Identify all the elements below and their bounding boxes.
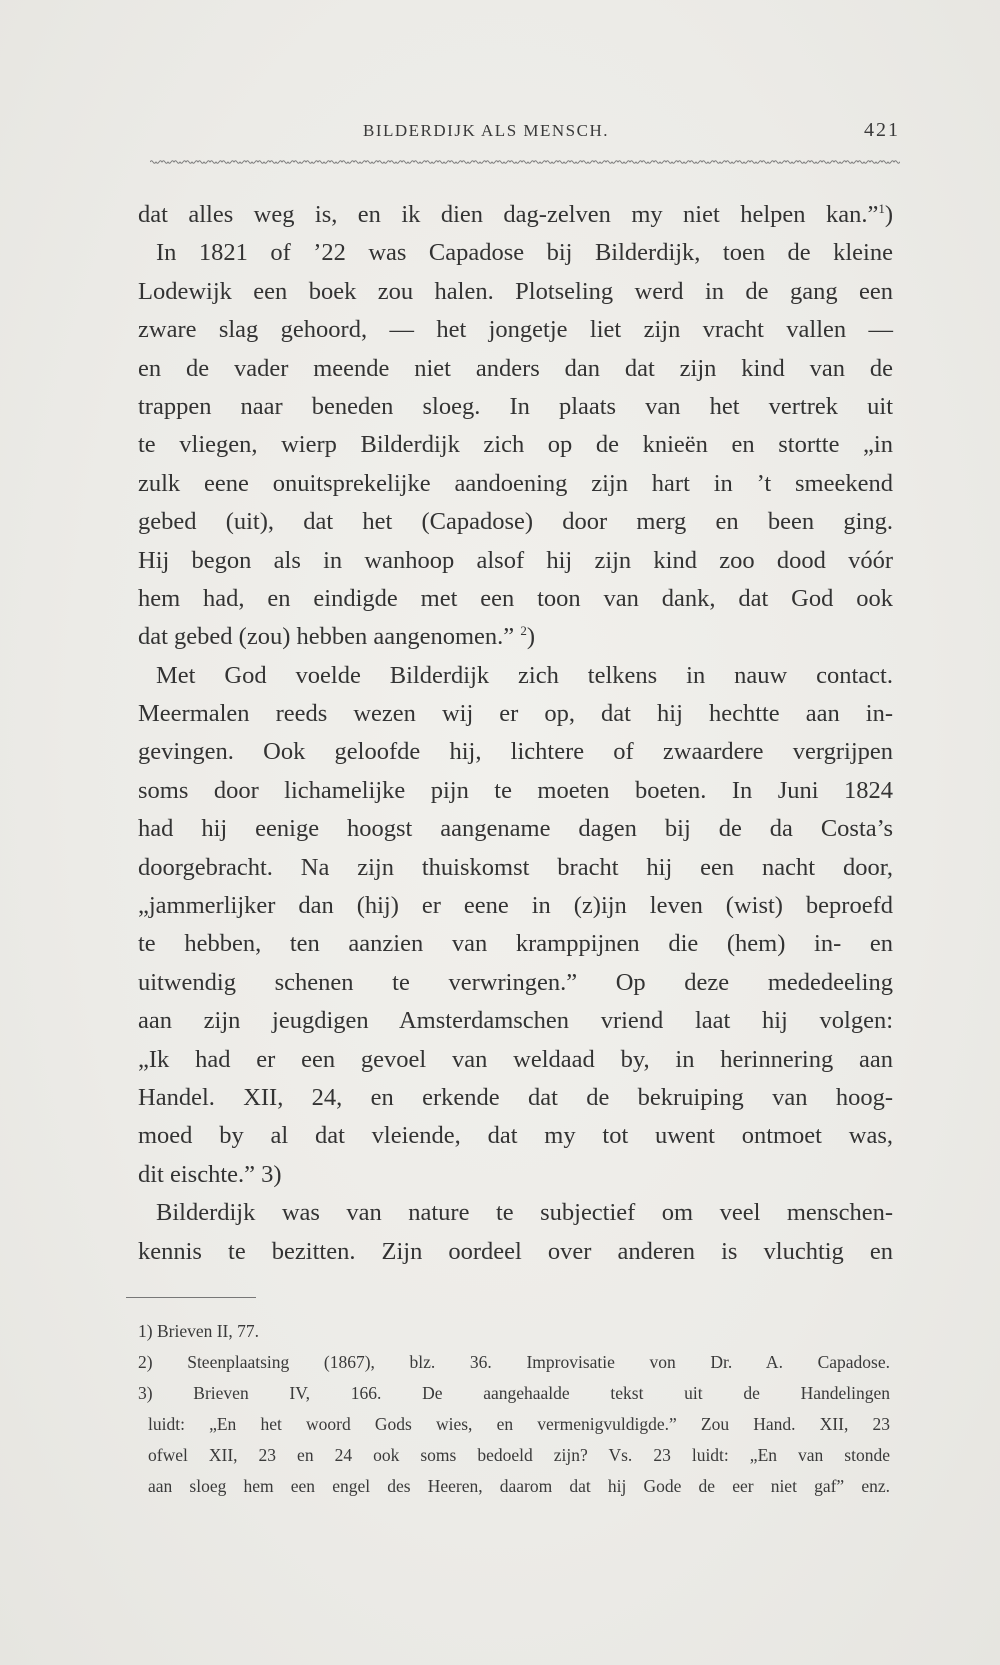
text-line: en de vader meende niet anders dan dat zijn kind van de (138, 354, 893, 382)
text-line: aan zijn jeugdigen Amsterdamschen vriend laat hij volgen: (138, 1007, 893, 1035)
text-line: hem had, en eindigde met een toon van dank, dat God ook (138, 584, 893, 612)
text-line: had hij eenige hoogst aangename dagen bij de da Costa’s (138, 815, 893, 843)
text-line: soms door lichamelijke pijn te moeten boeten. In Juni 1824 (138, 776, 893, 804)
text-line: dat gebed (zou) hebben aangenomen.” $^2$) (138, 623, 535, 651)
footnote-line: 3) Brieven IV, 166. De aangehaalde tekst uit de Handelingen (138, 1383, 890, 1403)
page-header (150, 121, 900, 151)
text-line: Lodewijk een boek zou halen. Plotseling werd in de gang een (138, 277, 893, 305)
text-line: Handel. XII, 24, en erkende dat de bekruiping van hoog- (138, 1083, 893, 1111)
text-line: trappen naar beneden sloeg. In plaats van het vertrek uit (138, 392, 893, 420)
text-line: In 1821 of ’22 was Capadose bij Bilderdijk, toen de kleine (156, 239, 893, 267)
text-line: doorgebracht. Na zijn thuiskomst bracht hij een nacht door, (138, 853, 893, 881)
text-line: te vliegen, wierp Bilderdijk zich op de knieën en stortte „in (138, 431, 893, 459)
footnote-rule (126, 1297, 256, 1298)
body-text (138, 196, 893, 1271)
footnote-line: 1) Brieven II, 77. (138, 1321, 260, 1341)
footnote-ref: 1 (878, 200, 885, 216)
text-line: gebed (uit), dat het (Capadose) door merg en been ging. (138, 508, 893, 536)
text-line: zware slag gehoord, — het jongetje liet zijn vracht vallen — (138, 316, 893, 344)
page-number: 421 (864, 119, 900, 141)
text-line: gevingen. Ook geloofde hij, lichtere of zwaardere vergrijpen (138, 738, 893, 766)
text-line: dit eischte.” 3) (138, 1160, 282, 1188)
text-line: te hebben, ten aanzien van kramppijnen die (hem) in- en (138, 930, 893, 958)
text-line: „Ik had er een gevoel van weldaad by, in herinnering aan (138, 1045, 893, 1073)
running-head: BILDERDIJK ALS MENSCH. (363, 121, 609, 140)
text-line: Meermalen reeds wezen wij er op, dat hij hechtte aan in- (138, 700, 893, 728)
footnote-line: luidt: „En het woord Gods wies, en vermenigvuldigde.” Zou Hand. XII, 23 (148, 1414, 890, 1434)
footnote-line: ofwel XII, 23 en 24 ook soms bedoeld zijn? Vs. 23 luidt: „En van stonde (148, 1445, 890, 1465)
text-line: Bilderdijk was van nature te subjectief om veel menschen- (156, 1199, 893, 1227)
header-rule (150, 157, 900, 167)
text-line: kennis te bezitten. Zijn oordeel over anderen is vluchtig en (138, 1237, 893, 1265)
footnotes (138, 1316, 890, 1502)
text-line: zulk eene onuitsprekelijke aandoening zijn hart in ’t smeekend (138, 469, 893, 497)
text-line: Met God voelde Bilderdijk zich telkens in nauw contact. (156, 661, 893, 689)
text-line: „jammerlijker dan (hij) er eene in (z)ijn leven (wist) beproefd (138, 892, 893, 920)
text-line: Hij begon als in wanhoop alsof hij zijn kind zoo dood vóór (138, 546, 893, 574)
footnote-ref: 2 (520, 623, 527, 639)
text-line: uitwendig schenen te verwringen.” Op deze mededeeling (138, 968, 893, 996)
text-line: dat alles weg is, en ik dien dag-zelven my niet helpen kan.”$^1$) (138, 200, 893, 228)
footnote-line: 2) Steenplaatsing (1867), blz. 36. Improvisatie von Dr. A. Capadose. (138, 1352, 890, 1372)
footnote-line: aan sloeg hem een engel des Heeren, daarom dat hij Gode de eer niet gaf” enz. (148, 1476, 890, 1496)
text-line: moed by al dat vleiende, dat my tot uwent ontmoet was, (138, 1122, 893, 1150)
